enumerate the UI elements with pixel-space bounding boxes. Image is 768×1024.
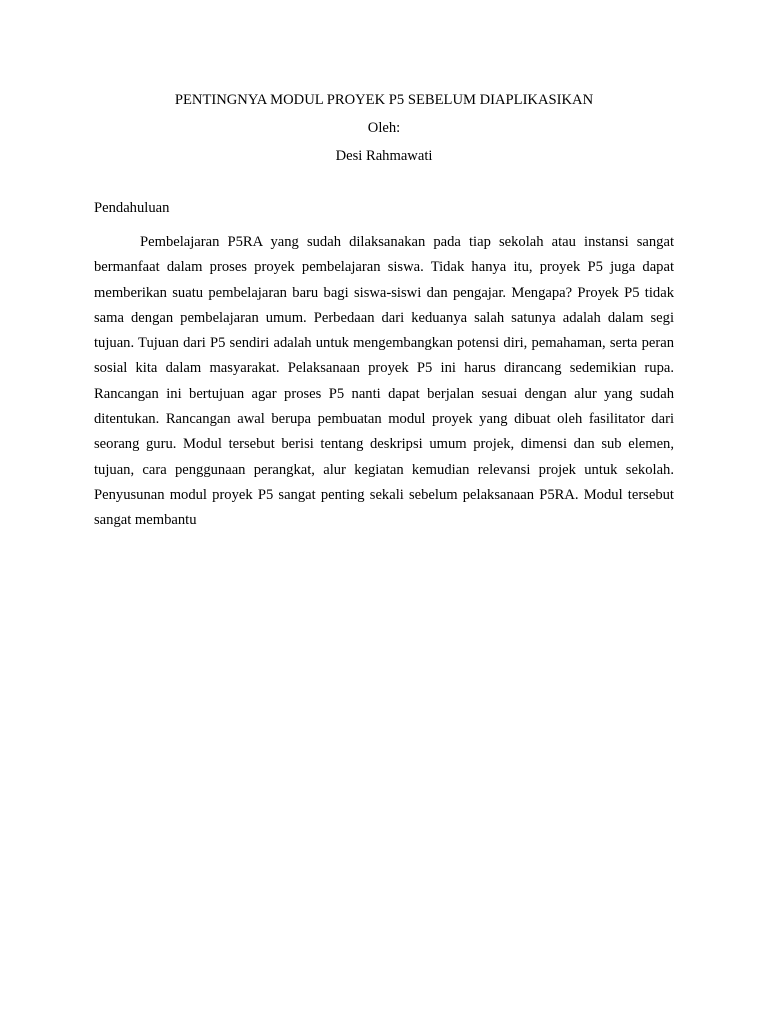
author-name: Desi Rahmawati [335,148,433,164]
document-title: PENTINGNYA MODUL PROYEK P5 SEBELUM DIAPLIKASIKAN [174,92,594,108]
section-heading: Pendahuluan [94,200,170,216]
byline-label: Oleh: [367,120,401,136]
body-paragraph: Pembelajaran P5RA yang sudah dilaksanakan pada tiap sekolah atau instansi sangat bermanfaat dalam proses proyek pembelajaran siswa. Tidak hanya itu, proyek P5 juga dapat memberikan suatu pembelajaran baru bagi siswa-siswi dan pengajar. Mengapa? Proyek P5 tidak sama dengan pembelajaran umum. Perbedaan dari keduanya salah satunya adalah dalam segi tujuan. Tujuan dari P5 sendiri adalah untuk mengembangkan potensi diri, pemahaman, serta peran sosial kita dalam masyarakat. Pelaksanaan proyek P5 ini harus dirancang sedemikian rupa. Rancangan ini bertujuan agar proses P5 nanti dapat berjalan sesuai dengan alur yang sudah ditentukan. Rancangan awal berupa pembuatan modul proyek yang dibuat oleh fasilitator dari seorang guru. Modul tersebut berisi tentang deskripsi umum projek, dimensi dan sub elemen, tujuan, cara penggunaan perangkat, alur kegiatan kemudian relevansi projek untuk sekolah. Penyusunan modul proyek P5 sangat penting sekali sebelum pelaksanaan P5RA. Modul tersebut sangat membantu [94,234,674,529]
title-block [94,86,674,170]
